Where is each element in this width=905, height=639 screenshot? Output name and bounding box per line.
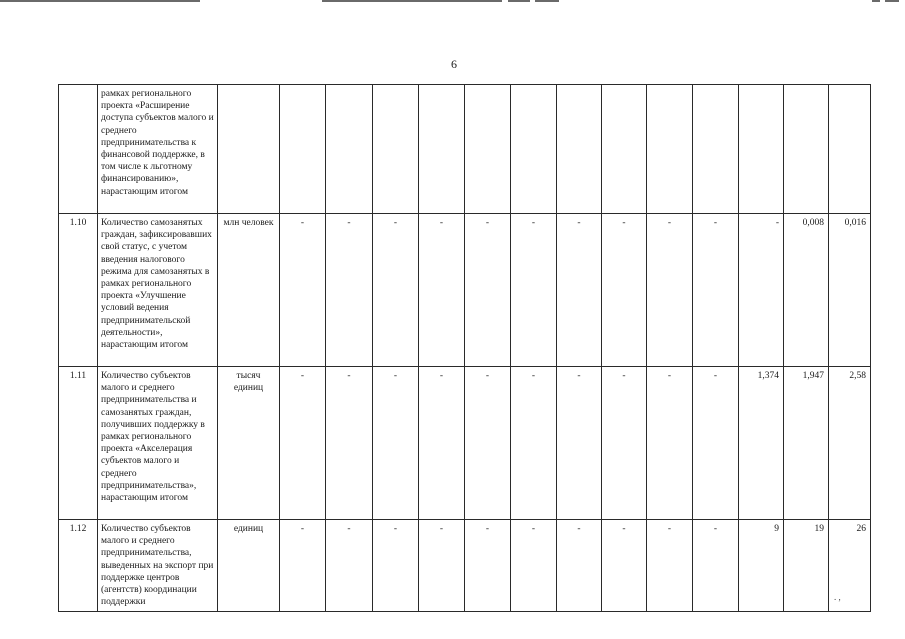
value-cell: [739, 85, 784, 214]
value-cell: -: [373, 214, 419, 367]
value-cell: -: [602, 367, 647, 520]
value-cell: [465, 85, 511, 214]
indicator-name-cell: Количество субъектов малого и среднего предпринимательства и самозанятых граждан, получивших поддержку в рамках регионального проекта «Акселерация субъектов малого и среднего предпринимательства», нарастающим итогом: [98, 367, 218, 520]
value-cell: -: [280, 520, 326, 612]
table-row: [59, 214, 871, 367]
indicator-name-cell: Количество субъектов малого и среднего предпринимательства, выведенных на экспорт при поддержке центров (агентств) координации поддержки: [98, 520, 218, 612]
value-cell: [326, 85, 373, 214]
scan-dots: . ,: [834, 592, 841, 602]
value-cell: -: [739, 214, 784, 367]
value-cell: 2,58: [829, 367, 871, 520]
value-cell: 1,947: [784, 367, 829, 520]
value-cell: -: [602, 520, 647, 612]
row-number-cell: 1.12: [59, 520, 98, 612]
value-cell: -: [326, 367, 373, 520]
value-cell: -: [557, 214, 602, 367]
value-cell: -: [647, 367, 693, 520]
value-cell: 9: [739, 520, 784, 612]
value-cell: -: [693, 520, 739, 612]
value-cell: -: [373, 367, 419, 520]
value-cell: -: [511, 214, 557, 367]
value-cell: -: [557, 367, 602, 520]
table-row: [59, 85, 871, 214]
unit-cell: тысяч единиц: [218, 367, 280, 520]
value-cell: -: [465, 520, 511, 612]
value-cell: -: [511, 367, 557, 520]
value-cell: -: [326, 214, 373, 367]
value-cell: [419, 85, 465, 214]
value-cell: [557, 85, 602, 214]
value-cell: [647, 85, 693, 214]
value-cell: [280, 85, 326, 214]
row-number-cell: 1.10: [59, 214, 98, 367]
unit-cell: млн человек: [218, 214, 280, 367]
unit-cell: единиц: [218, 520, 280, 612]
value-cell: 26: [829, 520, 871, 612]
table-row: [59, 367, 871, 520]
value-cell: -: [465, 214, 511, 367]
value-cell: -: [647, 214, 693, 367]
value-cell: [373, 85, 419, 214]
value-cell: [829, 85, 871, 214]
value-cell: -: [280, 214, 326, 367]
value-cell: -: [511, 520, 557, 612]
value-cell: -: [419, 520, 465, 612]
value-cell: -: [557, 520, 602, 612]
page-number: 6: [451, 57, 457, 71]
value-cell: -: [373, 520, 419, 612]
value-cell: [602, 85, 647, 214]
value-cell: 0,016: [829, 214, 871, 367]
value-cell: [784, 85, 829, 214]
value-cell: -: [326, 520, 373, 612]
value-cell: -: [465, 367, 511, 520]
indicator-table: [58, 84, 871, 612]
value-cell: -: [693, 367, 739, 520]
value-cell: 1,374: [739, 367, 784, 520]
row-number-cell: 1.11: [59, 367, 98, 520]
value-cell: -: [419, 367, 465, 520]
value-cell: -: [693, 214, 739, 367]
row-number-cell: [59, 85, 98, 214]
value-cell: [693, 85, 739, 214]
value-cell: [511, 85, 557, 214]
value-cell: 19: [784, 520, 829, 612]
value-cell: -: [647, 520, 693, 612]
table-row: [59, 520, 871, 612]
value-cell: -: [602, 214, 647, 367]
scan-edge-artifact: [0, 0, 905, 4]
value-cell: -: [280, 367, 326, 520]
value-cell: 0,008: [784, 214, 829, 367]
unit-cell: [218, 85, 280, 214]
indicator-name-cell: рамках регионального проекта «Расширение доступа субъектов малого и среднего предпринимательства к финансовой поддержке, в том числе к льготному финансированию», нарастающим итогом: [98, 85, 218, 214]
value-cell: -: [419, 214, 465, 367]
indicator-name-cell: Количество самозанятых граждан, зафиксировавших свой статус, с учетом введения налогового режима для самозанятых в рамках регионального проекта «Улучшение условий ведения предпринимательской деятельности», нарастающим итогом: [98, 214, 218, 367]
